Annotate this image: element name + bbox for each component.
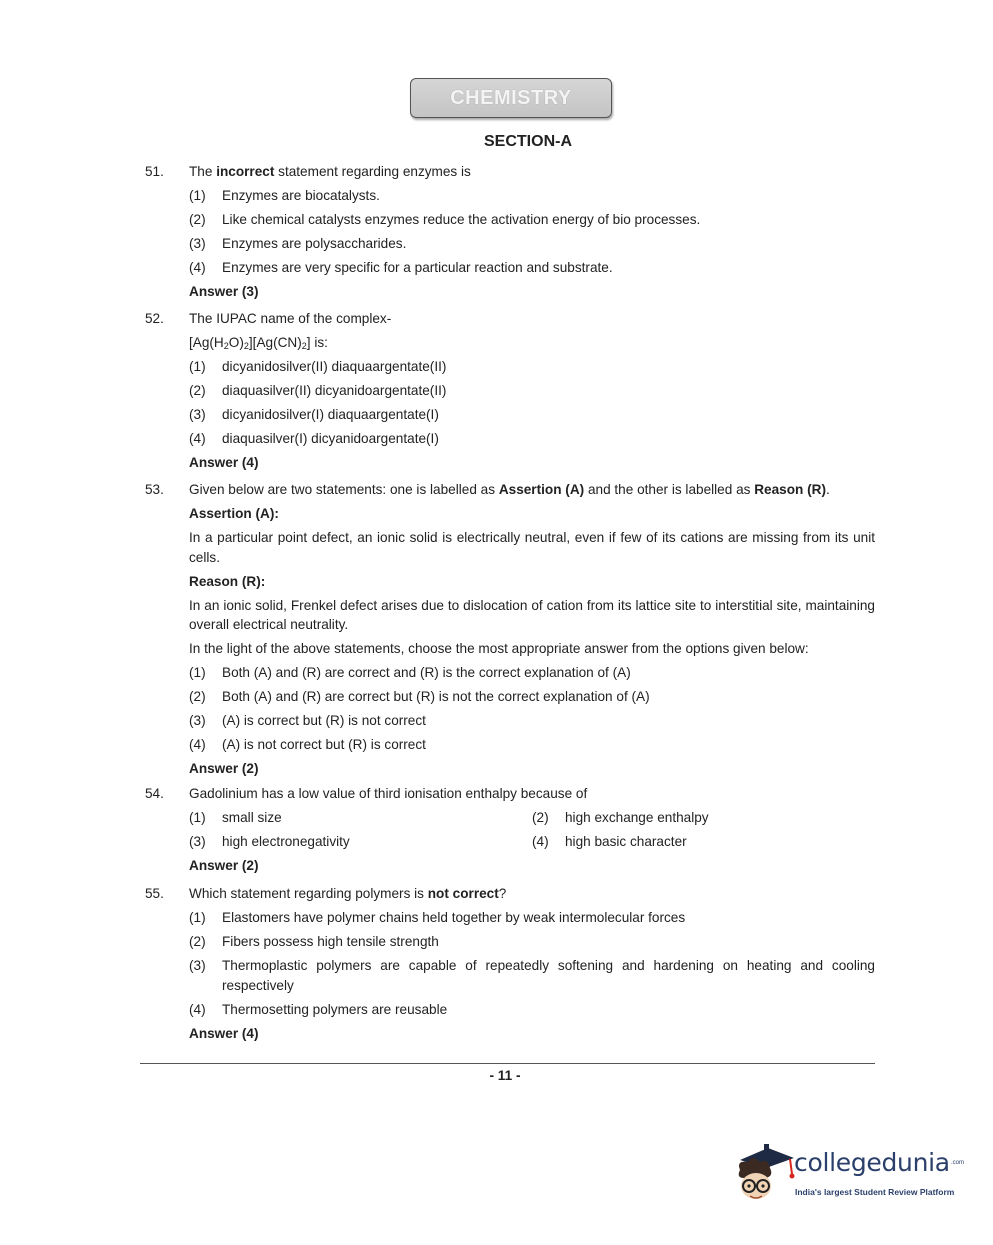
complex-formula: $[Ag(H_2O)_2][Ag(CN)_2]$ is: — [189, 335, 328, 351]
option-4: (4) Enzymes are very specific for a particular reaction and substrate. — [189, 260, 613, 275]
subject-title: CHEMISTRY — [450, 86, 572, 109]
question-52 — [145, 309, 875, 473]
answer: Answer (3) — [189, 284, 259, 299]
option-4: (4) diaquasilver(I) dicyanidoargentate(I) — [189, 431, 439, 446]
question-53 — [145, 480, 875, 779]
option-1: (1) Elastomers have polymer chains held together by weak intermolecular forces — [189, 910, 686, 925]
page-number: - 11 - — [489, 1068, 521, 1083]
question-55 — [145, 884, 875, 1043]
logo-domain-suffix: .com — [951, 1160, 965, 1166]
option-3: (3) Enzymes are polysaccharides. — [189, 236, 407, 251]
option-3: (3) dicyanidosilver(I) diaquaargentate(I) — [189, 407, 439, 422]
reason-label: Reason (R): — [189, 573, 266, 589]
option-2: (2) Fibers possess high tensile strength — [189, 934, 439, 949]
question-stem: The IUPAC name of the complex- — [189, 311, 392, 326]
option-2: (2) diaquasilver(II) dicyanidoargentate(II) — [189, 383, 447, 398]
subject-header-box — [410, 78, 612, 118]
logo-wordmark: collegedunia — [794, 1148, 950, 1177]
question-51 — [145, 162, 875, 302]
option-1: (1) small size — [189, 810, 282, 825]
answer: Answer (2) — [189, 858, 259, 873]
option-1: (1) Both (A) and (R) are correct and (R) is the correct explanation of (A) — [189, 665, 631, 680]
question-stem: Which statement regarding polymers is not correct? — [189, 886, 507, 901]
option-2: (2) high exchange enthalpy — [532, 810, 709, 825]
mascot-icon — [734, 1138, 796, 1210]
option-2: (2) Both (A) and (R) are correct but (R) is not the correct explanation of (A) — [189, 689, 650, 704]
answer: Answer (4) — [189, 455, 259, 470]
question-stem: Given below are two statements: one is labelled as Assertion (A) and the other is labelled as Reason (R). — [189, 482, 830, 497]
option-4: (4) Thermosetting polymers are reusable — [189, 1001, 448, 1017]
answer: Answer (4) — [189, 1025, 259, 1041]
section-title: SECTION-A — [484, 133, 572, 150]
option-3: (3) (A) is correct but (R) is not correct — [189, 713, 426, 728]
option-2: (2) Like chemical catalysts enzymes reduce the activation energy of bio processes. — [189, 212, 701, 227]
assertion-text: In a particular point defect, an ionic solid is electrically neutral, even if few of its cations are missing from its unit cells. — [189, 530, 875, 565]
reason-text: In an ionic solid, Frenkel defect arises due to dislocation of cation from its lattice site to interstitial site, maintaining overall electrical neutrality. — [189, 597, 875, 632]
instruction-text: In the light of the above statements, choose the most appropriate answer from the options given below: — [189, 641, 809, 656]
question-number: 51. — [145, 164, 164, 179]
question-stem: Gadolinium has a low value of third ionisation enthalpy because of — [189, 786, 588, 801]
option-1: (1) dicyanidosilver(II) diaquaargentate(II) — [189, 359, 447, 374]
answer: Answer (2) — [189, 761, 259, 776]
assertion-label: Assertion (A): — [189, 506, 279, 521]
logo-tagline: India's largest Student Review Platform — [795, 1187, 955, 1197]
option-3: (3) high electronegativity — [189, 834, 350, 849]
question-54 — [145, 784, 875, 876]
option-4: (4) high basic character — [532, 834, 687, 849]
question-number: 55. — [145, 886, 164, 901]
footer-divider — [140, 1063, 875, 1064]
question-number: 54. — [145, 786, 164, 801]
question-stem: The incorrect statement regarding enzymes is — [189, 164, 471, 179]
option-3: (3) Thermoplastic polymers are capable of repeatedly softening and hardening on heating and cooling respectively — [189, 958, 875, 993]
question-number: 53. — [145, 482, 164, 497]
option-4: (4) (A) is not correct but (R) is correct — [189, 737, 426, 752]
option-1: (1) Enzymes are biocatalysts. — [189, 188, 380, 203]
question-number: 52. — [145, 311, 164, 326]
collegedunia-logo — [734, 1138, 964, 1210]
